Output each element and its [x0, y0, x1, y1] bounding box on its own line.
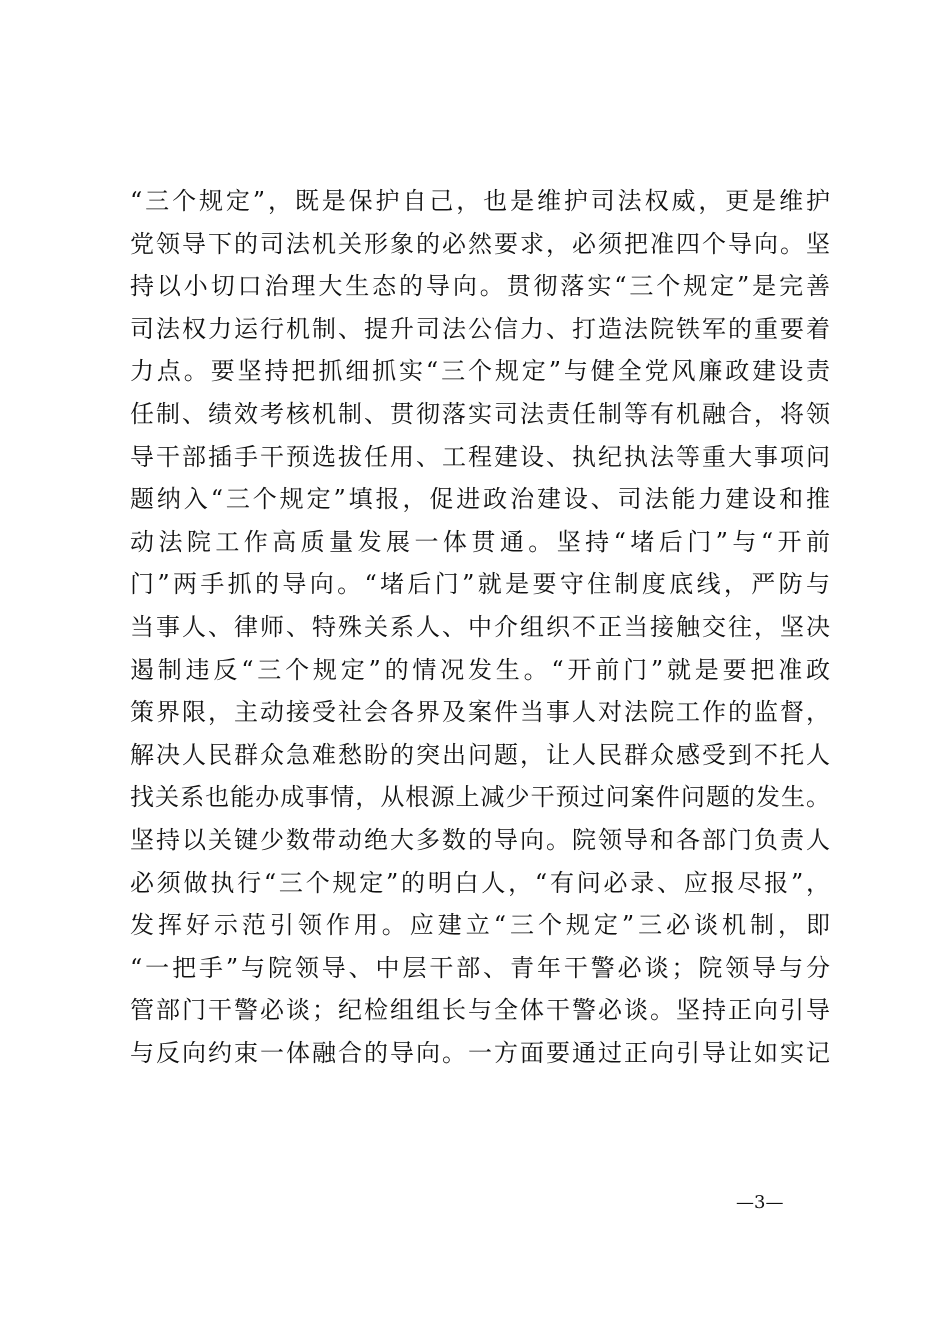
text-line-9: 动法院工作高质量发展一体贯通。坚持“堵后门”与“开前 [130, 527, 830, 556]
text-line-12: 遏制违反“三个规定”的情况发生。“开前门”就是要把准政 [130, 655, 830, 684]
text-line-8: 题纳入“三个规定”填报，促进政治建设、司法能力建设和推 [130, 485, 830, 514]
text-line-4: 司法权力运行机制、提升司法公信力、打造法院铁军的重要着 [130, 314, 830, 343]
text-line-15: 找关系也能办成事情，从根源上减少干预过问案件问题的发生。 [130, 783, 830, 812]
text-line-14: 解决人民群众急难愁盼的突出问题，让人民群众感受到不托人 [130, 740, 830, 769]
page-number: —3— [736, 1192, 784, 1213]
text-line-13: 策界限，主动接受社会各界及案件当事人对法院工作的监督， [130, 698, 830, 727]
text-line-17: 必须做执行“三个规定”的明白人，“有问必录、应报尽报”， [130, 868, 830, 897]
text-line-19: “一把手”与院领导、中层干部、青年干警必谈；院领导与分 [130, 953, 830, 982]
document-body [130, 180, 830, 1074]
text-line-11: 当事人、律师、特殊关系人、中介组织不正当接触交往，坚决 [130, 612, 830, 641]
text-line-21: 与反向约束一体融合的导向。一方面要通过正向引导让如实记 [130, 1038, 830, 1067]
text-line-6: 任制、绩效考核机制、贯彻落实司法责任制等有机融合，将领 [130, 399, 830, 428]
text-line-10: 门”两手抓的导向。“堵后门”就是要守住制度底线，严防与 [130, 570, 830, 599]
text-line-16: 坚持以关键少数带动绝大多数的导向。院领导和各部门负责人 [130, 825, 830, 854]
text-line-3: 持以小切口治理大生态的导向。贯彻落实“三个规定”是完善 [130, 272, 830, 301]
text-line-18: 发挥好示范引领作用。应建立“三个规定”三必谈机制，即 [130, 911, 830, 940]
text-line-1: “三个规定”，既是保护自己，也是维护司法权威，更是维护 [130, 187, 830, 215]
text-line-2: 党领导下的司法机关形象的必然要求，必须把准四个导向。坚 [130, 229, 830, 258]
text-line-5: 力点。要坚持把抓细抓实“三个规定”与健全党风廉政建设责 [130, 357, 830, 386]
text-line-7: 导干部插手干预选拔任用、工程建设、执纪执法等重大事项问 [130, 442, 830, 471]
text-line-20: 管部门干警必谈；纪检组组长与全体干警必谈。坚持正向引导 [130, 996, 830, 1025]
